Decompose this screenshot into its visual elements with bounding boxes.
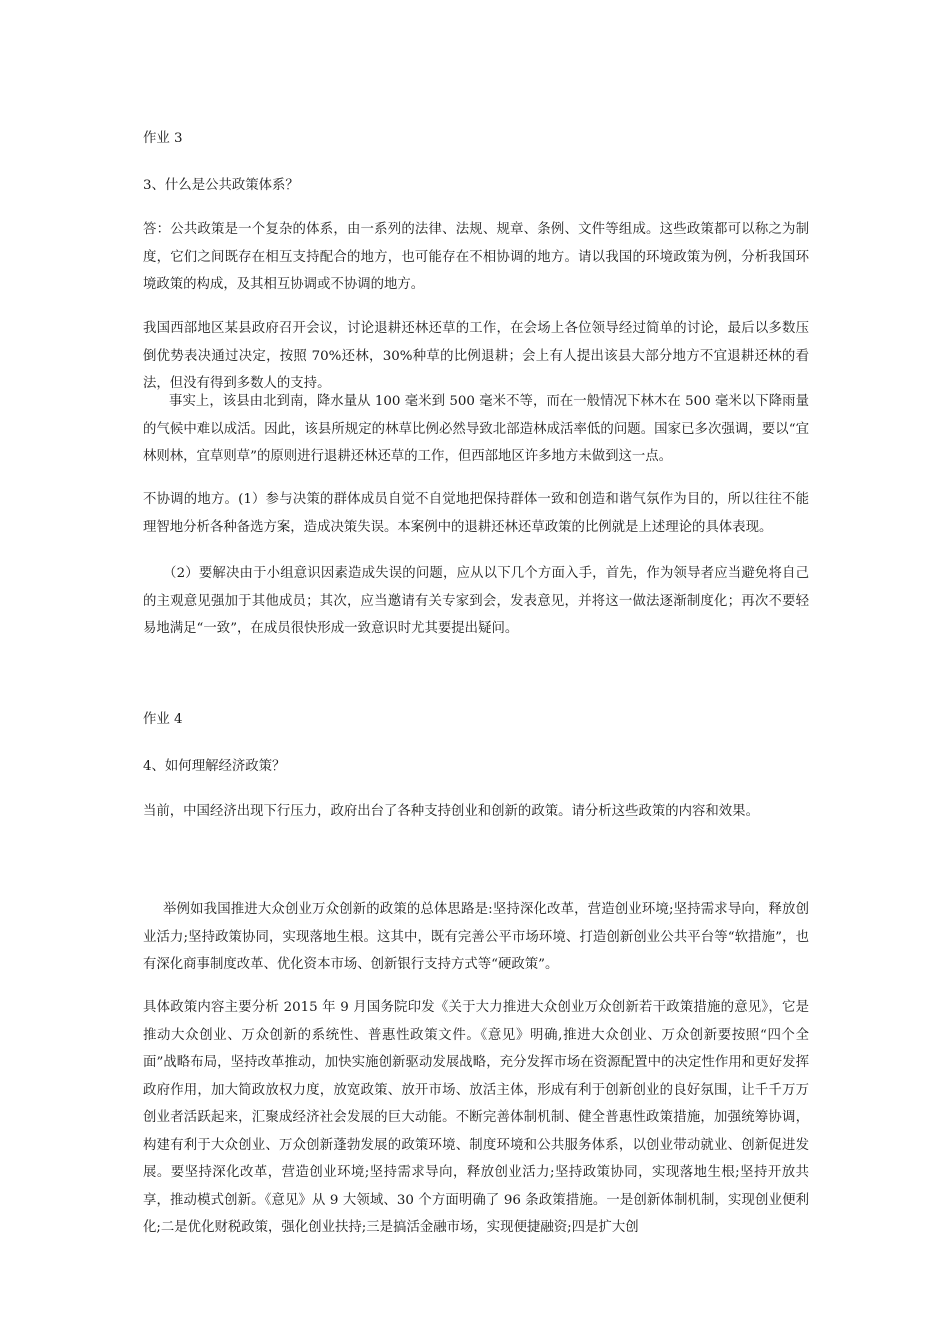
hw4-example-paragraph: 举例如我国推进大众创业万众创新的政策的总体思路是:坚持深化改革，营造创业环境;坚持需求导向，释放创业活力;坚持政策协同，实现落地生根。这其中，既有完善公平市场环境、打造创新创业公共平台等“软措施”，也有深化商事制度改革、优化资本市场、创新银行支持方式等“硬政策”。: [143, 902, 809, 972]
hw3-analysis-paragraph-2: （2）要解决由于小组意识因素造成失误的问题，应从以下几个方面入手，首先，作为领导者应当避免将自己的主观意见强加于其他成员；其次，应当邀请有关专家到会，发表意见，并将这一做法逐渐制度化；再次不要轻易地满足“一致”，在成员很快形成一致意识时尤其要提出疑问。: [143, 566, 809, 636]
hw3-case-paragraph-1: 我国西部地区某县政府召开会议，讨论退耕还林还草的工作，在会场上各位领导经过简单的讨论，最后以多数压倒优势表决通过决定，按照 70%还林，30%种草的比例退耕；会上有人提出该县大部分地方不宜退耕还林的看法，但没有得到多数人的支持。: [143, 321, 809, 391]
hw4-question: 4、如何理解经济政策？: [143, 759, 286, 774]
hw4-detail-paragraph: 具体政策内容主要分析 2015 年 9 月国务院印发《关于大力推进大众创业万众创新若干政策措施的意见》，它是推动大众创业、万众创新的系统性、普惠性政策文件。《意见》明确,推进大众创业、万众创新要按照“四个全面”战略布局，坚持改革推动，加快实施创新驱动发展战略，充分发挥市场在资源配置中的决定性作用和更好发挥政府作用，加大简政放权力度，放宽政策、放开市场、放活主体，形成有利于创新创业的良好氛围，让千千万万创业者活跃起来，汇聚成经济社会发展的巨大动能。不断完善体制机制、健全普惠性政策措施，加强统筹协调，构建有利于大众创业、万众创新蓬勃发展的政策环境、制度环境和公共服务体系，以创业带动就业、创新促进发展。要坚持深化改革，营造创业环境;坚持需求导向，释放创业活力;坚持政策协同，实现落地生根;坚持开放共享，推动模式创新。《意见》从 9 大领域、30 个方面明确了 96 条政策措施。一是创新体制机制，实现创业便利化;二是优化财税政策，强化创业扶持;三是搞活金融市场，实现便捷融资;四是扩大创: [143, 1000, 809, 1235]
hw3-analysis-paragraph-1: 不协调的地方。(1）参与决策的群体成员自觉不自觉地把保持群体一致和创造和谐气氛作为目的，所以往往不能理智地分析各种备选方案，造成决策失误。本案例中的退耕还林还草政策的比例就是上述理论的具体表现。: [143, 492, 809, 535]
hw3-answer: 答：公共政策是一个复杂的体系，由一系列的法律、法规、规章、条例、文件等组成。这些政策都可以称之为制度，它们之间既存在相互支持配合的地方，也可能存在不相协调的地方。请以我国的环境政策为例，分析我国环境政策的构成，及其相互协调或不协调的地方。: [143, 222, 809, 292]
hw3-title: 作业 3: [143, 131, 183, 146]
hw3-question: 3、什么是公共政策体系？: [143, 178, 299, 193]
hw3-case-paragraph-2: 事实上，该县由北到南，降水量从 100 毫米到 500 毫米不等，而在一般情况下林木在 500 毫米以下降雨量的气候中难以成活。因此，该县所规定的林草比例必然导致北部造林成活率低的问题。国家已多次强调，要以“宜林则林，宜草则草”的原则进行退耕还林还草的工作，但西部地区许多地方未做到这一点。: [143, 394, 809, 464]
hw4-title: 作业 4: [143, 712, 183, 727]
hw4-prompt: 当前，中国经济出现下行压力，政府出台了各种支持创业和创新的政策。请分析这些政策的内容和效果。: [143, 804, 759, 819]
